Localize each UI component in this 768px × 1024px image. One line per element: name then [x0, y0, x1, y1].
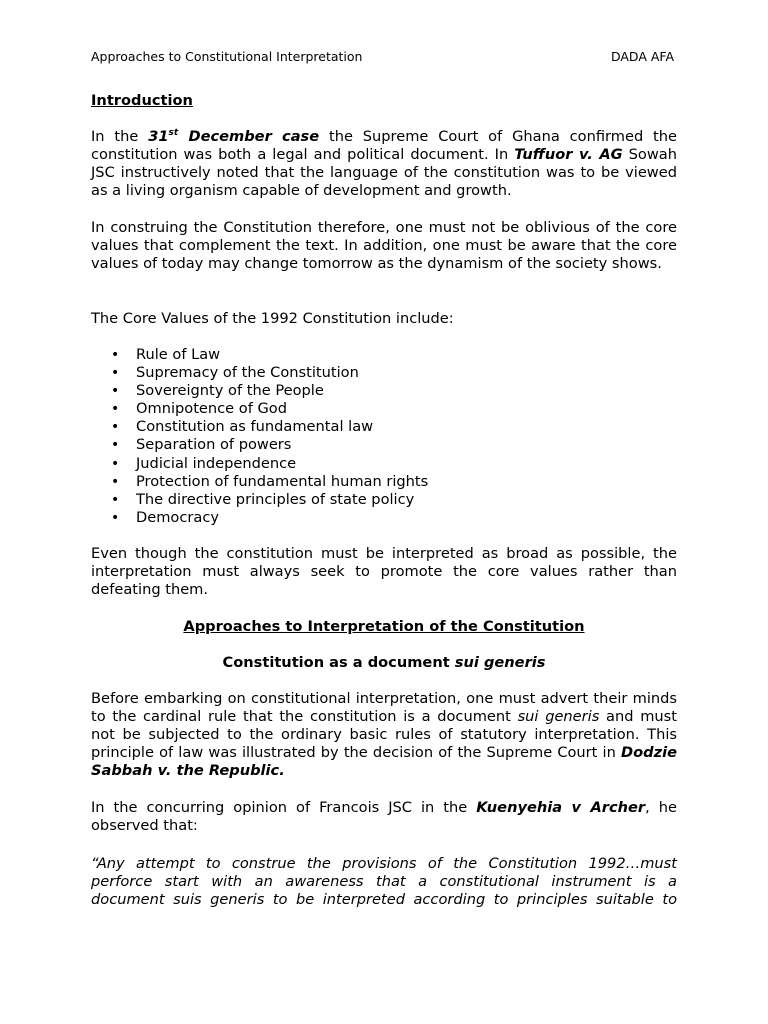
bullet-icon: • — [111, 365, 120, 382]
text-run: the Supreme Court of Ghana confirmed the constitution was both a legal and political document. In — [91, 128, 677, 164]
core-value-item — [91, 400, 677, 418]
core-value-item — [91, 364, 677, 382]
core-value-item — [91, 455, 677, 473]
bullet-icon: • — [111, 455, 120, 472]
core-value-item — [91, 346, 677, 364]
approaches-heading: Approaches to Interpretation of the Constitution — [183, 618, 585, 635]
header-title: Approaches to Constitutional Interpretation — [91, 49, 363, 64]
case-citation: Dodzie Sabbah v. the Republic. — [91, 744, 677, 780]
bullet-icon: • — [111, 419, 120, 436]
italic-term: sui generis — [517, 708, 600, 726]
core-value-item — [91, 436, 677, 454]
page-header — [91, 48, 677, 66]
bullet-icon: • — [111, 383, 120, 400]
core-value-label: Separation of powers — [136, 436, 292, 454]
text-run: and must not be subjected to the ordinary basic rules of statutory interpretation. This principle of law was illustrated by the decision of the Supreme Court in — [91, 708, 677, 762]
case-citation-number: 31 — [148, 128, 169, 145]
bullet-icon: • — [111, 401, 120, 418]
core-value-label: Protection of fundamental human rights — [136, 472, 429, 490]
core-value-label: Supremacy of the Constitution — [136, 364, 359, 382]
text-run: In the concurring opinion of Francois JSC in the — [91, 799, 477, 816]
core-value-item — [91, 509, 677, 527]
core-value-label: The directive principles of state policy — [136, 490, 415, 508]
header-author: DADA AFA — [610, 49, 674, 64]
intro-paragraph-3: The Core Values of the 1992 Constitution include: — [91, 310, 454, 327]
quoted-passage: “Any attempt to construe the provisions of the Constitution 1992…must perforce start with an awareness that a constitutional instrument is a document suis generis to be interpreted according to principles suitable to — [91, 855, 677, 909]
text-run: Before embarking on constitutional interpretation, one must advert their minds to the cardinal rule that the constitution is a document — [91, 690, 677, 726]
text-run: In the — [91, 128, 149, 145]
subheading-italic-term: sui generis — [454, 654, 546, 671]
bullet-icon: • — [111, 473, 120, 490]
subheading-text: Constitution as a document — [222, 654, 455, 671]
core-value-label: Omnipotence of God — [136, 400, 287, 418]
approaches-paragraph-2 — [91, 799, 677, 835]
bullet-icon: • — [111, 509, 120, 526]
case-citation: December case — [178, 128, 320, 145]
case-citation-superscript: st — [168, 128, 179, 139]
approaches-subheading — [91, 654, 677, 672]
core-value-item — [91, 382, 677, 400]
intro-paragraph-2: In construing the Constitution therefore, one must not be oblivious of the core values that complement the text. In addition, one must be aware that the core values of today may change tomorrow as the dynamism of the society shows. — [91, 219, 677, 273]
core-value-label: Sovereignty of the People — [136, 382, 324, 400]
core-value-item — [91, 473, 677, 491]
approaches-paragraph-1 — [91, 690, 677, 780]
text-run: , he observed that: — [91, 799, 678, 835]
case-citation: Kuenyehia v Archer — [476, 799, 646, 816]
bullet-icon: • — [111, 437, 120, 454]
core-value-label: Rule of Law — [136, 346, 221, 363]
core-value-label: Democracy — [136, 508, 219, 526]
intro-paragraph-4: Even though the constitution must be interpreted as broad as possible, the interpretation must always seek to promote the core values rather than defeating them. — [91, 545, 677, 599]
intro-paragraph-1 — [91, 128, 677, 200]
core-value-label: Constitution as fundamental law — [136, 418, 374, 436]
core-value-label: Judicial independence — [136, 454, 297, 472]
core-value-item — [91, 418, 677, 436]
core-value-item — [91, 491, 677, 509]
text-run: Sowah JSC instructively noted that the language of the constitution was to be viewed as a living organism capable of development and growth. — [91, 146, 677, 200]
introduction-heading: Introduction — [91, 92, 193, 109]
bullet-icon: • — [111, 347, 120, 363]
bullet-icon: • — [111, 491, 120, 508]
case-citation: Tuffuor v. AG — [514, 146, 623, 164]
core-values-list — [91, 346, 677, 527]
